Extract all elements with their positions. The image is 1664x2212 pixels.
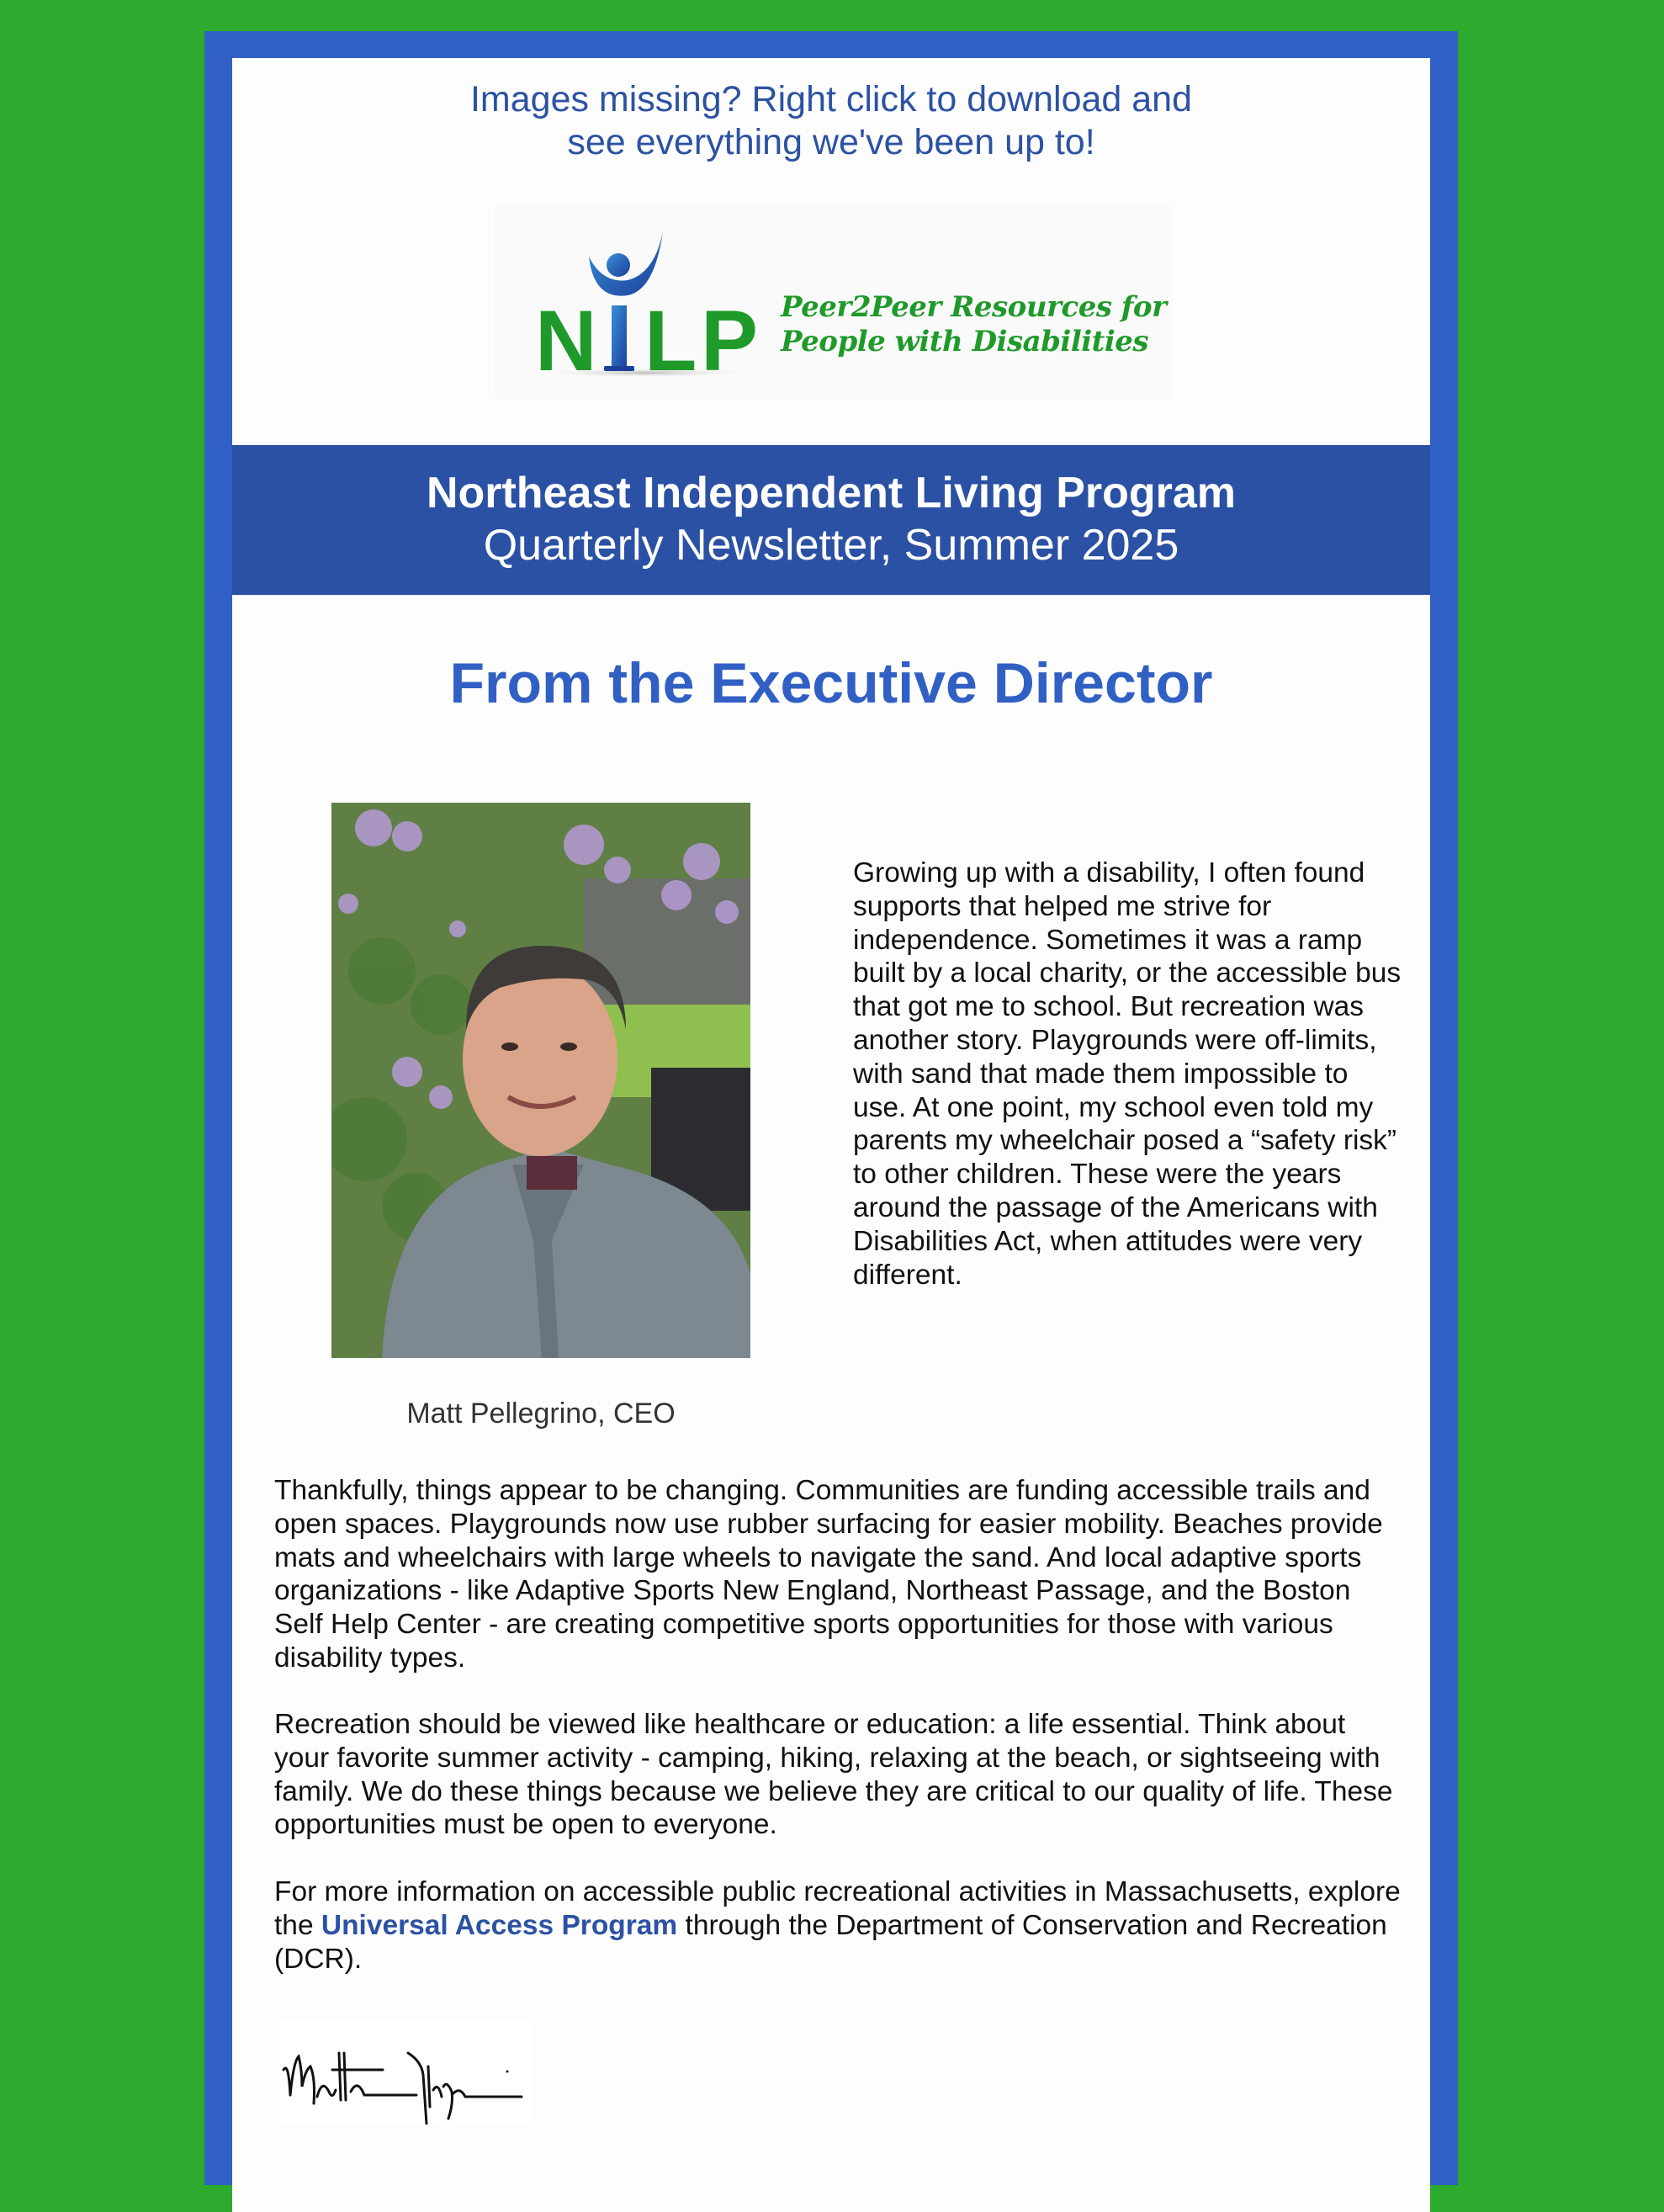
body-paragraph-1: Thankfully, things appear to be changing. Communities are funding accessible trails and open spaces. Playgrounds now use rubber surfacing for easier mobility. Beaches provide mats and wheelchairs with large wheels to navigate the sand. And local adaptive sports organizations - like Adaptive Sports New England, Northeast Passage, and the Boston Self Help Center - are creating competitive sports opportunities for those with various disability types. (274, 1475, 1383, 1674)
universal-access-program-link[interactable]: Universal Access Program (321, 1909, 678, 1941)
body-paragraph-3 (274, 1875, 1402, 1976)
signature-image (273, 2019, 533, 2124)
logo-tagline-line-2: People with Disabilities (781, 325, 1149, 358)
nilp-logo-mark-icon (528, 223, 781, 391)
svg-text:N: N (535, 293, 597, 389)
director-photo (331, 803, 750, 1358)
photo-caption: Matt Pellegrino, CEO (406, 1398, 676, 1430)
notice-line-2: see everything we've been up to! (567, 122, 1095, 162)
body-paragraph-2: Recreation should be viewed like healthcare or education: a life essential. Think about your favorite summer activity - camping, hiking, relaxing at the beach, or sightseeing with family. We do these things because we believe they are critical to our quality of life. These opportunities must be open to everyone. (274, 1709, 1393, 1841)
intro-paragraph: Growing up with a disability, I often found supports that helped me strive for independence. Sometimes it was a ramp built by a local charity, or the accessible bus that got me to school. But recreation was another story. Playgrounds were off-limits, with sand that made them impossible to use. At one point, my school even told my parents my wheelchair posed a “safety risk” to other children. These were the years around the passage of the Americans with Disabilities Act, when attitudes were very different. (853, 857, 1402, 1291)
logo-tagline (781, 290, 1167, 359)
nilp-logo (495, 206, 1172, 400)
svg-text:L: L (644, 293, 697, 389)
images-missing-notice (232, 78, 1430, 164)
paragraph-3-text-before: For more information on accessible public recreational activities in Massachusetts, explore the (274, 1876, 1401, 1941)
paragraph-3-text-after: through the Department of Conservation and Recreation (DCR). (274, 1909, 1387, 1975)
signature-icon (273, 2019, 533, 2124)
banner-title: Northeast Independent Living Program (426, 469, 1237, 517)
director-portrait-icon (331, 803, 750, 1358)
notice-line-1: Images missing? Right click to download and (469, 79, 1193, 119)
newsletter-banner (232, 445, 1430, 595)
logo-tagline-line-1: Peer2Peer Resources for (781, 290, 1167, 324)
svg-text:P: P (701, 293, 759, 389)
section-heading: From the Executive Director (449, 651, 1213, 715)
banner-subtitle: Quarterly Newsletter, Summer 2025 (483, 521, 1179, 570)
